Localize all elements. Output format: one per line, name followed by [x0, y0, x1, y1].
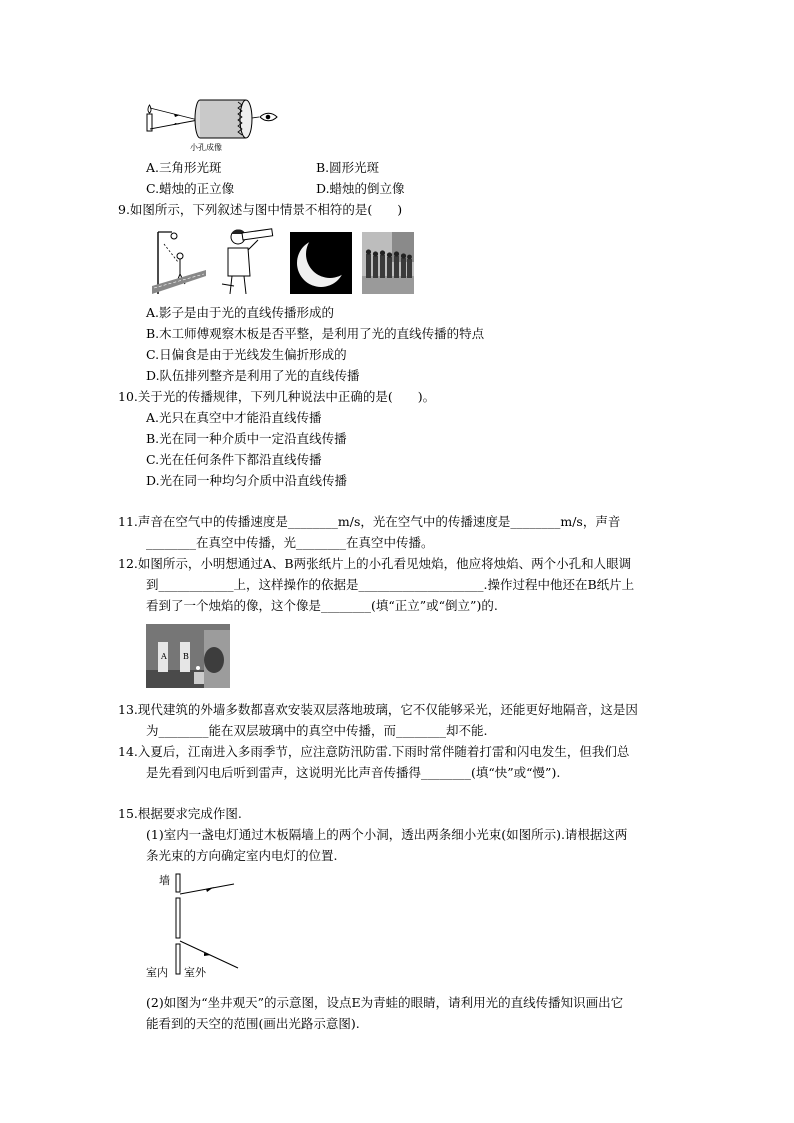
q9-figure-row — [148, 224, 418, 298]
wall-label: 墙 — [159, 874, 170, 887]
shadow-drawing — [148, 224, 208, 296]
q12-line-1: 12.如图所示，小明想通过A、B两张纸片上的小孔看见烛焰，他应将烛焰、两个小孔和人眼调 — [118, 556, 632, 571]
q13-line-2: 为________能在双层玻璃中的真空中传播，而________却不能. — [146, 723, 488, 738]
q15-part1-line-1: (1)室内一盏电灯通过木板隔墙上的两个小洞，透出两条细小光束(如图所示).请根据这两 — [146, 827, 628, 842]
q10-stem: 10.关于光的传播规律，下列几种说法中正确的是( )。 — [118, 389, 436, 404]
q9-option-b: B.木工师傅观察木板是否平整，是利用了光的直线传播的特点 — [146, 326, 485, 341]
q12-line-3: 看到了一个烛焰的像，这个像是________(填“正立”或“倒立”)的. — [146, 598, 498, 613]
pinhole-camera-figure — [140, 96, 300, 152]
q14-line-2: 是先看到闪电后听到雷声，这说明光比声音传播得________(填“快”或“慢”). — [146, 765, 561, 780]
q9-option-d: D.队伍排列整齐是利用了光的直线传播 — [146, 368, 360, 383]
card-a-label: A — [161, 652, 167, 661]
candle-card-photo — [146, 624, 230, 688]
inside-label: 室内 — [146, 966, 168, 979]
outside-label: 室外 — [184, 966, 206, 979]
troops-photo — [362, 232, 414, 294]
q13-line-1: 13.现代建筑的外墙多数都喜欢安装双层落地玻璃，它不仅能够采光，还能更好地隔音，这是因 — [118, 702, 638, 717]
q8-option-a: A.三角形光斑 — [146, 160, 222, 175]
q15-stem: 15.根据要求完成作图. — [118, 806, 242, 821]
q8-option-b: B.圆形光斑 — [316, 160, 380, 175]
q15-part2-line-2: 能看到的天空的范围(画出光路示意图). — [146, 1016, 360, 1031]
q10-option-b: B.光在同一种介质中一定沿直线传播 — [146, 431, 347, 446]
q10-option-c: C.光在任何条件下都沿直线传播 — [146, 452, 322, 467]
wall-light-figure — [146, 868, 256, 978]
q15-part2-line-1: (2)如图为“坐井观天”的示意图，设点E为青蛙的眼睛，请利用光的直线传播知识画出它 — [146, 995, 624, 1010]
q9-option-c: C.日偏食是由于光线发生偏折形成的 — [146, 347, 347, 362]
q15-part1-line-2: 条光束的方向确定室内电灯的位置. — [146, 848, 338, 863]
card-b-label: B — [183, 652, 189, 661]
q11-line-2: ________在真空中传播，光________在真空中传播。 — [146, 535, 434, 550]
q8-option-d: D.蜡烛的倒立像 — [316, 181, 405, 196]
pinhole-figure-caption: 小孔成像 — [190, 143, 222, 152]
q14-line-1: 14.入夏后，江南进入多雨季节，应注意防汛防雷.下雨时常伴随着打雷和闪电发生，但我们总 — [118, 744, 630, 759]
q9-stem: 9.如图所示，下列叙述与图中情景不相符的是( ) — [118, 202, 403, 217]
q10-option-d: D.光在同一种均匀介质中沿直线传播 — [146, 473, 348, 488]
partial-eclipse-image — [290, 232, 352, 294]
q11-line-1: 11.声音在空气中的传播速度是________m/s，光在空气中的传播速度是________m/s，声音 — [118, 514, 621, 529]
q10-option-a: A.光只在真空中才能沿直线传播 — [146, 410, 322, 425]
q8-option-c: C.蜡烛的正立像 — [146, 181, 235, 196]
q12-line-2: 到____________上，这样操作的依据是____________________.操作过程中他还在B纸片上 — [146, 577, 635, 592]
q9-option-a: A.影子是由于光的直线传播形成的 — [146, 305, 335, 320]
carpenter-drawing — [214, 224, 276, 296]
